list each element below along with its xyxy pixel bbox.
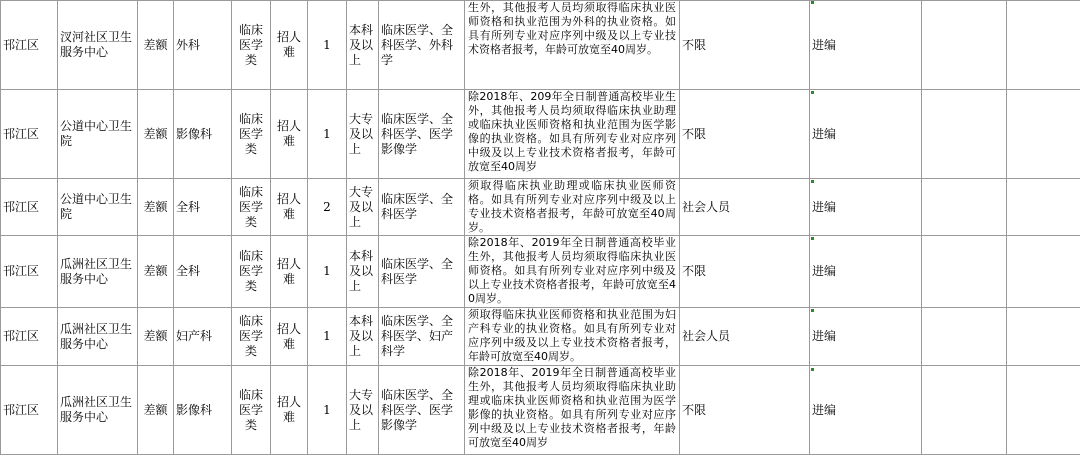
unit-cell: 公道中心卫生院 <box>58 179 138 236</box>
edu-cell: 大专及以上 <box>347 179 379 236</box>
district-cell: 邗江区 <box>1 308 58 366</box>
major-cell: 临床医学、全科医学、外科学 <box>379 1 465 90</box>
requirements-cell: 须取得临床执业助理或临床执业医师资格。如具有所列专业对应序列中级及以上专业技术资格者报考，年龄可放宽至40周岁。 <box>465 179 680 236</box>
category-cell: 临床医学类 <box>232 236 271 308</box>
category-cell: 临床医学类 <box>232 1 271 90</box>
status-cell: 进编 <box>810 1 922 90</box>
funding-cell: 差额 <box>138 366 174 455</box>
count-cell: 2 <box>308 179 347 236</box>
target-cell: 不限 <box>680 236 810 308</box>
dept-cell: 妇产科 <box>174 308 232 366</box>
empty-cell <box>1007 308 1080 366</box>
type-cell: 招人难 <box>271 236 308 308</box>
empty-cell <box>922 179 1007 236</box>
unit-cell: 汊河社区卫生服务中心 <box>58 1 138 90</box>
major-cell: 临床医学、全科医学 <box>379 179 465 236</box>
target-cell: 不限 <box>680 366 810 455</box>
unit-cell: 瓜洲社区卫生服务中心 <box>58 236 138 308</box>
target-cell: 不限 <box>680 90 810 179</box>
category-cell: 临床医学类 <box>232 366 271 455</box>
edu-cell: 本科及以上 <box>347 1 379 90</box>
status-cell: 进编 <box>810 179 922 236</box>
unit-cell: 瓜洲社区卫生服务中心 <box>58 308 138 366</box>
requirements-text: 生外，其他报考人员均须取得临床执业医师资格和执业范围为外科的执业资格。如具有所列专业对应序列中级及以上专业技术资格者报考，年龄可放宽至40周岁。 <box>468 1 676 56</box>
empty-cell <box>1007 366 1080 455</box>
funding-cell: 差额 <box>138 90 174 179</box>
dept-cell: 外科 <box>174 1 232 90</box>
count-cell: 1 <box>308 366 347 455</box>
type-cell: 招人难 <box>271 308 308 366</box>
district-cell: 邗江区 <box>1 90 58 179</box>
table-row <box>1 308 1080 366</box>
category-cell: 临床医学类 <box>232 90 271 179</box>
empty-cell <box>922 308 1007 366</box>
category-cell: 临床医学类 <box>232 179 271 236</box>
district-cell: 邗江区 <box>1 179 58 236</box>
type-cell: 招人难 <box>271 1 308 90</box>
target-cell: 社会人员 <box>680 179 810 236</box>
funding-cell: 差额 <box>138 179 174 236</box>
target-cell: 不限 <box>680 1 810 90</box>
table-row <box>1 90 1080 179</box>
edu-cell: 本科及以上 <box>347 308 379 366</box>
cell-comment-marker <box>811 309 814 312</box>
edu-cell: 本科及以上 <box>347 236 379 308</box>
empty-cell <box>922 236 1007 308</box>
count-cell: 1 <box>308 1 347 90</box>
cell-comment-marker <box>811 1 814 4</box>
category-cell: 临床医学类 <box>232 308 271 366</box>
dept-cell: 全科 <box>174 179 232 236</box>
major-cell: 临床医学、全科医学 <box>379 236 465 308</box>
status-cell: 进编 <box>810 236 922 308</box>
district-cell: 邗江区 <box>1 1 58 90</box>
target-cell: 社会人员 <box>680 308 810 366</box>
unit-cell: 瓜洲社区卫生服务中心 <box>58 366 138 455</box>
major-cell: 临床医学、全科医学、医学影像学 <box>379 366 465 455</box>
major-cell: 临床医学、全科医学、妇产科学 <box>379 308 465 366</box>
cell-comment-marker <box>811 180 814 183</box>
table-row <box>1 236 1080 308</box>
dept-cell: 全科 <box>174 236 232 308</box>
funding-cell: 差额 <box>138 236 174 308</box>
major-cell: 临床医学、全科医学、医学影像学 <box>379 90 465 179</box>
requirements-cell: 除2018年、209年全日制普通高校毕业生外，其他报考人员均须取得临床执业助理或临床执业医师资格和执业范围为医学影像的执业资格。如具有所列专业对应序列中级及以上专业技术资格者报考，年龄可放宽至40周岁 <box>465 90 680 179</box>
requirements-cell: 除2018年、2019年全日制普通高校毕业生外，其他报考人员均须取得临床执业医师资格。如具有所列专业对应序列中级及以上专业技术资格者报考，年龄可放宽至40周岁。 <box>465 236 680 308</box>
cell-comment-marker <box>811 368 814 371</box>
type-cell: 招人难 <box>271 179 308 236</box>
empty-cell <box>1007 1 1080 90</box>
unit-cell: 公道中心卫生院 <box>58 90 138 179</box>
cell-comment-marker <box>811 237 814 240</box>
requirements-cell <box>465 1 680 90</box>
requirements-cell: 须取得临床执业医师资格和执业范围为妇产科专业的执业资格。如具有所列专业对应序列中级及以上专业技术资格者报考，年龄可放宽至40周岁。 <box>465 308 680 366</box>
count-cell: 1 <box>308 236 347 308</box>
requirements-cell: 除2018年、2019年全日制普通高校毕业生外，其他报考人员均须取得临床执业助理或临床执业医师资格和执业范围为医学影像的执业资格。如具有所列专业对应序列中级及以上专业技术资格者报考，年龄可放宽至40周岁 <box>465 366 680 455</box>
table-row <box>1 179 1080 236</box>
count-cell: 1 <box>308 308 347 366</box>
empty-cell <box>1007 90 1080 179</box>
type-cell: 招人难 <box>271 90 308 179</box>
table-row <box>1 366 1080 455</box>
status-cell: 进编 <box>810 90 922 179</box>
count-cell: 1 <box>308 90 347 179</box>
dept-cell: 影像科 <box>174 90 232 179</box>
table-row <box>1 1 1080 90</box>
empty-cell <box>1007 236 1080 308</box>
edu-cell: 大专及以上 <box>347 90 379 179</box>
empty-cell <box>922 366 1007 455</box>
district-cell: 邗江区 <box>1 366 58 455</box>
empty-cell <box>922 90 1007 179</box>
edu-cell: 大专及以上 <box>347 366 379 455</box>
district-cell: 邗江区 <box>1 236 58 308</box>
cell-comment-marker <box>811 91 814 94</box>
empty-cell <box>922 1 1007 90</box>
type-cell: 招人难 <box>271 366 308 455</box>
status-cell: 进编 <box>810 366 922 455</box>
funding-cell: 差额 <box>138 308 174 366</box>
empty-cell <box>1007 179 1080 236</box>
funding-cell: 差额 <box>138 1 174 90</box>
dept-cell: 影像科 <box>174 366 232 455</box>
status-cell: 进编 <box>810 308 922 366</box>
